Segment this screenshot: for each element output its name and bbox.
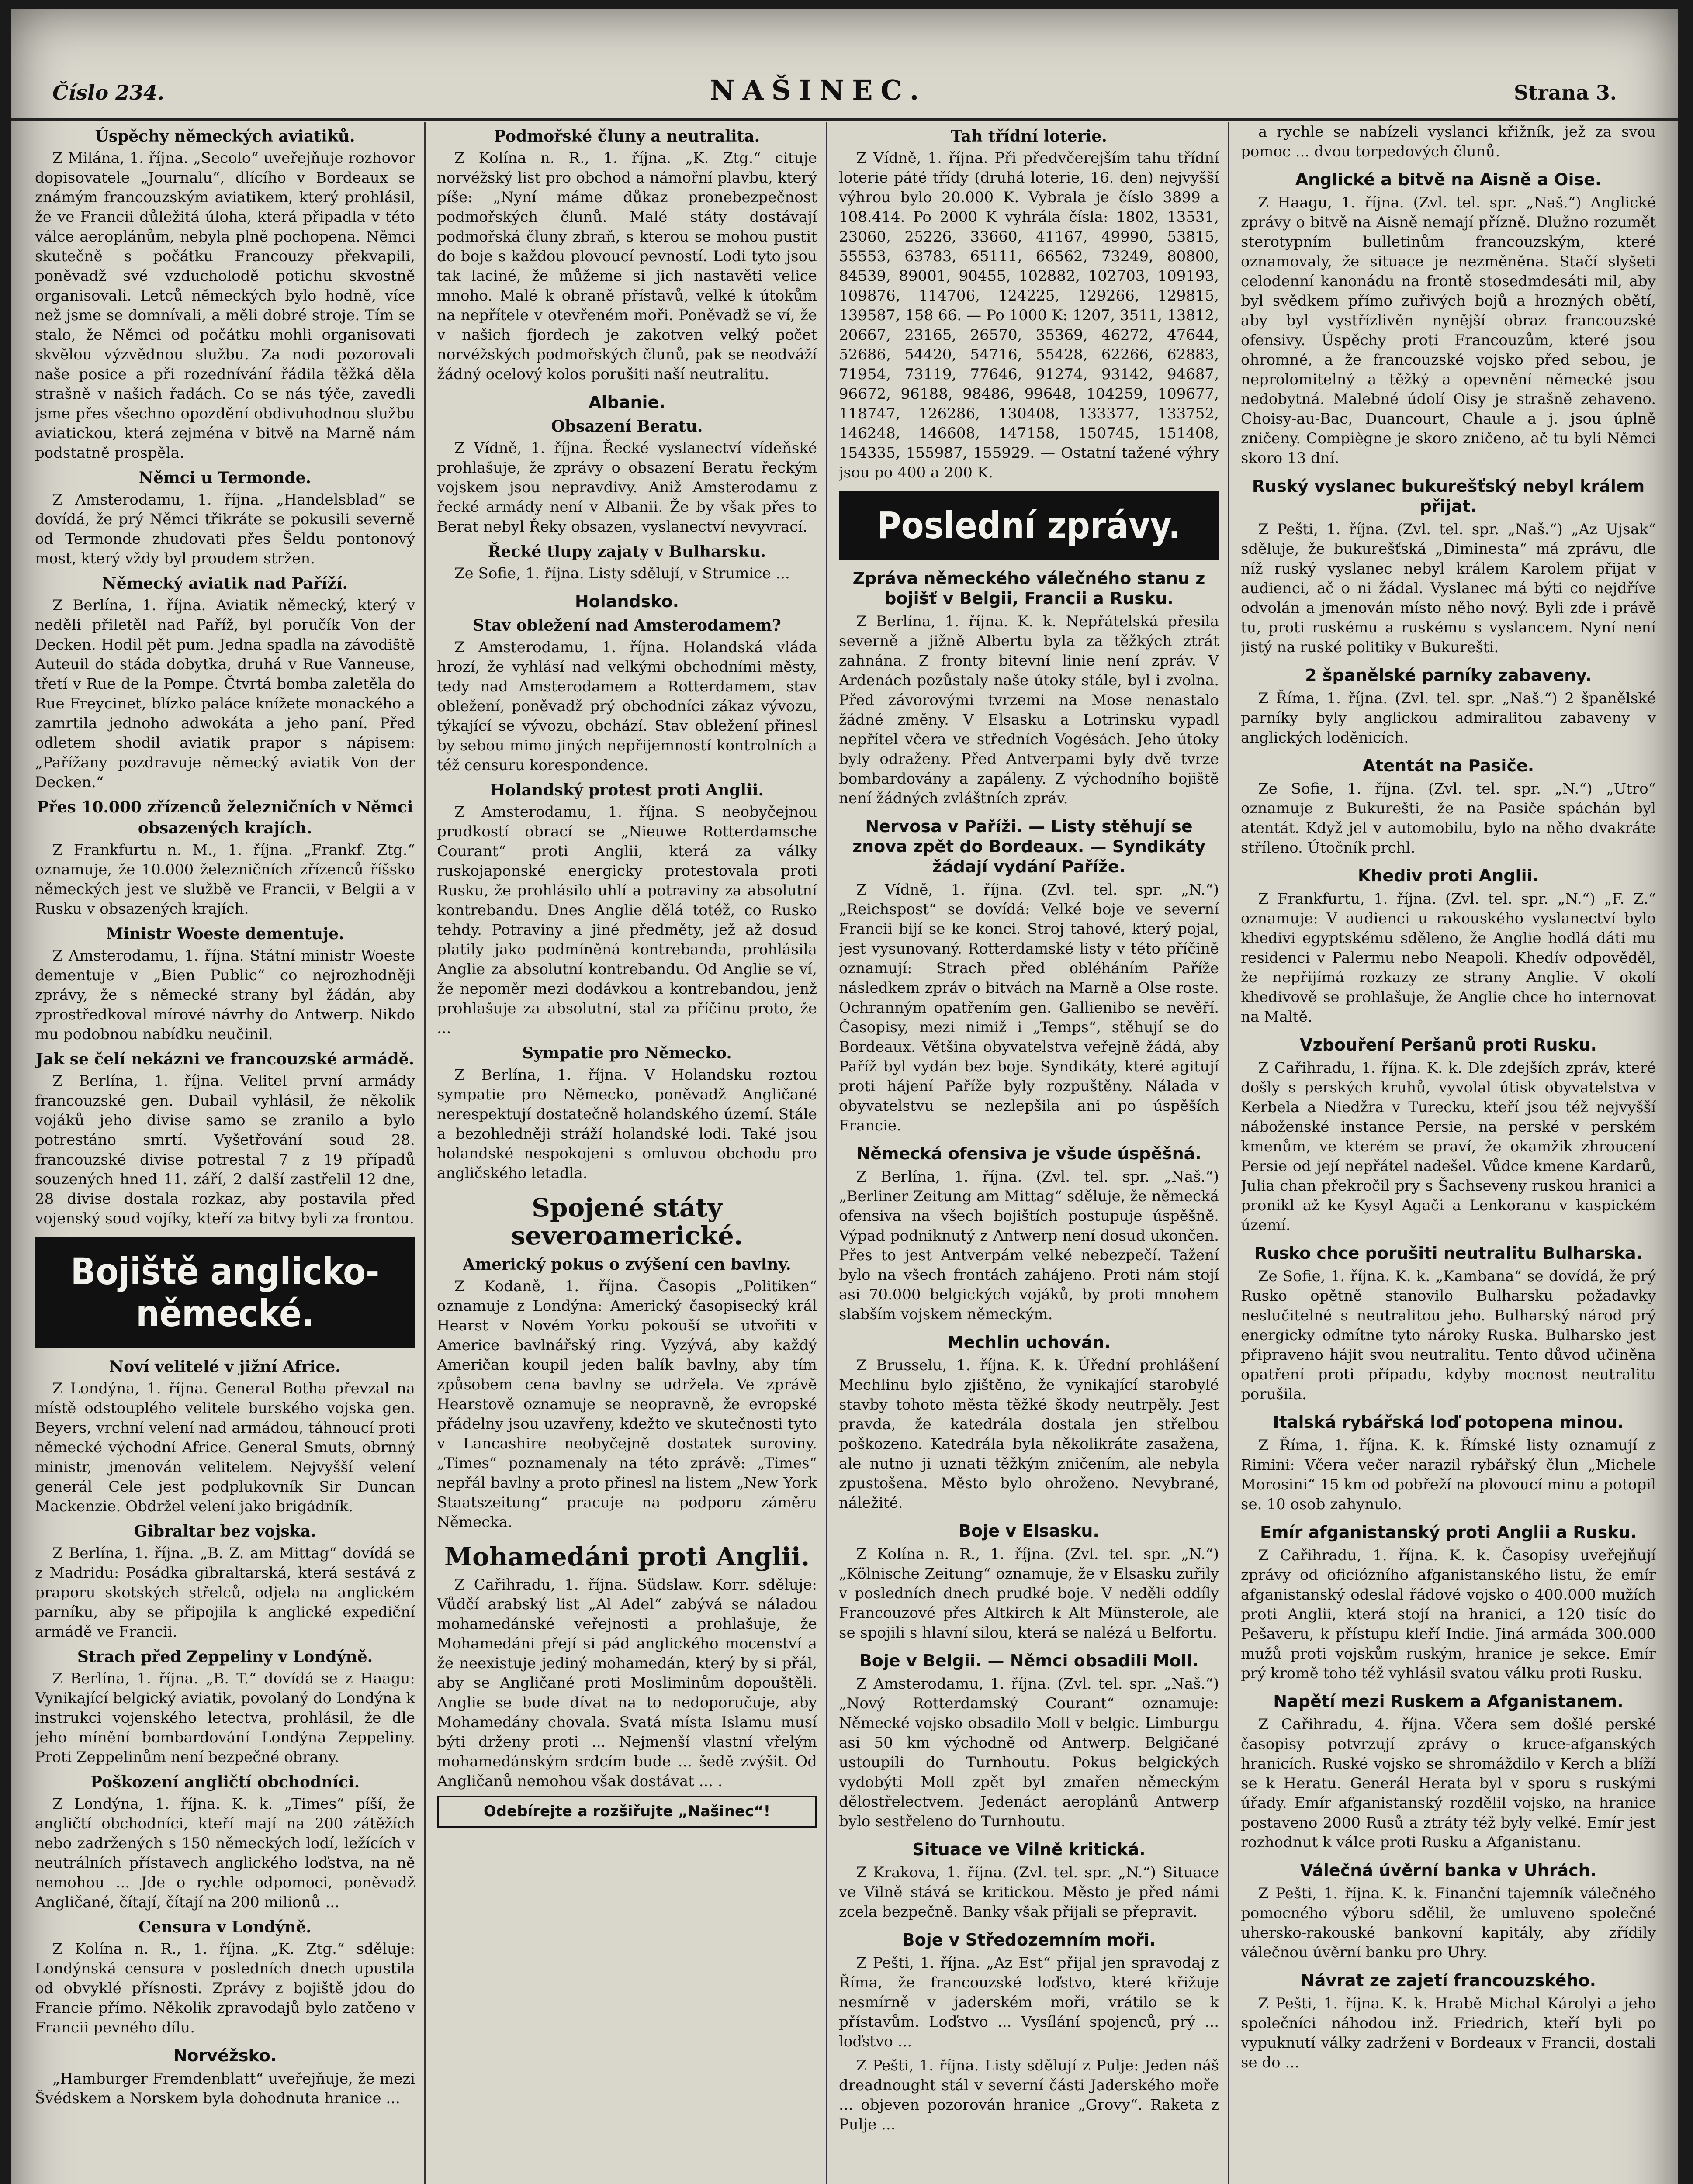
news-headline: Zpráva německého válečného stanu z bojišť v Belgii, Francii a Rusku. bbox=[852, 569, 1205, 608]
article-text: Ze Sofie, 1. října. Listy sdělují, v Strumice ... bbox=[454, 565, 790, 582]
column-4 bbox=[1241, 122, 1656, 2184]
news-headline: Atentát na Pasiče. bbox=[1362, 756, 1534, 775]
news-headline: Napětí mezi Ruskem a Afganistanem. bbox=[1273, 1692, 1624, 1711]
news-headline: Italská rybářská loď potopena minou. bbox=[1273, 1413, 1624, 1432]
article-text: Z Pešti, 1. října. K. k. Hrabě Michal Károlyi a jeho společníci náhodou inž. Friedrich, kteří byli po vypuknutí války zadrženi v Bordeaux v Francii, dostali se do ... bbox=[1241, 1995, 1656, 2071]
article-headline: Přes 10.000 zřízenců železničních v Němci obsazených krajích. bbox=[37, 798, 413, 837]
news-headline: 2 španělské parníky zabaveny. bbox=[1305, 666, 1592, 685]
article-text: Z Kolína n. R., 1. října. (Zvl. tel. spr. „N.“) „Kölnische Zeitung“ oznamuje, že v Elsasku zuřily v posledních dnech prudké boje. V neděli oddíly Francouzové přes Altkirch k Alt Münsterole, ale se spojili s hlavní silou, která se nalézá u Belfortu. bbox=[839, 1545, 1219, 1641]
article-headline: Ministr Woeste dementuje. bbox=[106, 925, 344, 943]
news-headline: Návrat ze zajetí francouzského. bbox=[1300, 1971, 1596, 1990]
article-headline: Americký pokus o zvýšení cen bavlny. bbox=[463, 1255, 791, 1274]
article-text: Z Frankfurtu, 1. října. (Zvl. tel. spr. „N.“) „F. Z.“ oznamuje: V audienci u rakouského vyslanectví bylo khedivi egyptskému sděleno, že Anglie hodlá dáti mu residenci v Palermu nebo Neapoli. Khedív odpověděl, že nepřijímá rozkazy ze strany Anglie. V okolí khedivově se prohlašuje, že Anglie chce ho internovat na Maltě. bbox=[1241, 890, 1656, 1026]
article-text: Z Londýna, 1. října. K. k. „Times“ píší, že angličtí obchodníci, kteří mají na 200 zátěžích nebo zadržených s 150 německých lodí, ležících v neutrálních přístavech anglického loďstva, na ně nemohou ... Jde o rychle odpomoci, poněvadž Angličané, čítají, čítají na 200 milionů ... bbox=[35, 1795, 415, 1911]
news-headline: Boje v Elsasku. bbox=[959, 1521, 1099, 1541]
article-text: Ze Sofie, 1. října. (Zvl. tel. spr. „N.“) „Utro“ oznamuje z Bukurešti, že na Pasiče spáchán byl atentát. Když jel v automobilu, bylo na něho dvakráte stříleno. Útočník prchl. bbox=[1241, 780, 1656, 857]
article-text: Z Cařihradu, 4. října. Včera sem došlé perské časopisy potvrzují zprávy o kruce-afganských hranicích. Ruské vojsko se shromáždilo v Kerch a blíží se k Heratu. Generál Herata byl v sporu s ruskými úřady. Emír afganistanský rozdělil vojsko, na hranice postaveno 2000 Rusů a ztráty též byly velké. Emír jest rozhodnut k válce proti Rusku a Afganistanu. bbox=[1241, 1716, 1656, 1851]
column-2 bbox=[437, 122, 817, 2184]
article-text: Z Vídně, 1. října. Řecké vyslanectví vídeňské prohlašuje, že zprávy o obsazení Beratu řeckým vojskem jsou nepravdivy. Aniž Amsterodamu z řecké armády není v Albanii. Že by však přes to Berat nebyl Řeky obsazen, vyslanectví nevyvrací. bbox=[437, 439, 817, 536]
news-headline: Albanie. bbox=[589, 393, 665, 412]
article-headline: Stav obležení nad Amsterodamem? bbox=[473, 616, 781, 635]
news-headline: Vzbouření Peršanů proti Rusku. bbox=[1300, 1035, 1597, 1054]
article-headline: Sympatie pro Německo. bbox=[522, 1044, 732, 1062]
article-headline: Tah třídní loterie. bbox=[951, 127, 1107, 145]
article-headline: Holandský protest proti Anglii. bbox=[490, 781, 764, 799]
article-headline: Strach před Zeppeliny v Londýně. bbox=[77, 1648, 373, 1666]
article-headline: Noví velitelé v jižní Africe. bbox=[109, 1358, 341, 1376]
article-text: Z Haagu, 1. října. (Zvl. tel. spr. „Naš.“) Anglické zprávy o bitvě na Aisně nemají přízně. Dlužno rozumět sterotypním bulletinům francouzským, které oznamovaly, že situace je nezměněna. Stačí slyšeti celodenní kanonádu na frontě stosedmdesáti mil, aby byl svědkem přímo zuřivých bojů a hrozných obětí, aby byl vystřízlivěn nynější obraz francouzské ofensivy. Úspěchy proti Francouzům, které jsou ohromné, a že francouzské vojsko před sebou, je neprolomitelný a těžký a opevnění německé jsou nedobytná. Malebné údolí Oisy je strašně zehaveno. Choisy-au-Bac, Duancourt, Chaule a j. jsou úplně zničeny. Compiègne je skoro zničeno, ač tu byli Němci skoro 13 dní. bbox=[1241, 194, 1656, 467]
article-text: Z Berlína, 1. října. „B. Z. am Mittag“ dovídá se z Madridu: Posádka gibraltarská, která sestává z praporu skotských střelců, odjela na anglickém parníku, aby se připojila k anglické expediční armádě ve Francii. bbox=[35, 1545, 415, 1641]
column-rule bbox=[1228, 122, 1229, 2184]
article-text: Z Amsterodamu, 1. října. (Zvl. tel. spr. „Naš.“) „Nový Rotterdamský Courant“ oznamuje: Německé vojsko obsadilo Moll v belgic. Limburgu asi 50 km východně od Antwerp. Belgičané ustoupili do Turnhoutu. Pokus belgických vydobýti Moll zpět byl zmařen německým dělostřelectvem. Jedenáct aeroplánů Antwerp bylo sestřeleno do Turnhoutu. bbox=[839, 1675, 1219, 1830]
section-banner: Poslední zprávy. bbox=[839, 491, 1219, 560]
article-headline: Řecké tlupy zajaty v Bulharsku. bbox=[488, 543, 766, 561]
article-text: Z Vídně, 1. října. (Zvl. tel. spr. „N.“) „Reichspost“ se dovídá: Velké boje ve severní Francii bijí se ke konci. Stroj tahové, který pojal, jest vysunovaný. Rotterdamské listy v této příčině oznamují: Strach před obléháním Paříže následkem zpráv o bitvách na Marně a Olse roste. Ochranným opatřením gen. Gallienibo se nevěří. Časopisy, mezi nimiž i „Temps“, stěhují se do Bordeaux. Většina obyvatelstva veřejně žádá, aby Paříž byl vydán bez boje. Syndikáty, které agitují proti hájení Paříže byly rozpuštěny. Nálada v obyvatelstvu se nezlepšila ani po úspěších Francie. bbox=[839, 881, 1219, 1134]
news-headline: Situace ve Vilně kritická. bbox=[912, 1840, 1146, 1859]
news-headline: Norvéžsko. bbox=[173, 2046, 277, 2065]
section-heading: Spojené státy severoamerické. bbox=[511, 1193, 743, 1251]
article-headline: Podmořské čluny a neutralita. bbox=[494, 127, 760, 145]
article-text: Z Pešti, 1. října. (Zvl. tel. spr. „Naš.“) „Az Ujsak“ sděluje, že bukurešťská „Diminesta“ má zprávu, dle níž ruský vyslanec nebyl králem Karolem přijat v audienci, ač o ni žádal. Vyslanec má býti co nejdříve odvolán a jmenován místo něho nový. Byli zde i právě tu, proti ruskému a ruskému s vyslancem. Nyní není jistý na ruské politiky v Bukurešti. bbox=[1241, 521, 1656, 656]
news-headline: Ruský vyslanec bukurešťský nebyl králem přijat. bbox=[1252, 477, 1645, 516]
article-text: a rychle se nabízeli vyslanci křižník, jež za svou pomoc ... dvou torpedových člunů. bbox=[1241, 123, 1656, 160]
article-text: Z Londýna, 1. října. General Botha převzal na místě odstouplého velitele burského vojska gen. Beyers, vrchní velení nad armádou, táhnoucí proti německé východní Africe. General Smuts, obrnný ministr, jmenován velitelem. Nejvyšší velení generál Cele jest podplukovník Sir Duncan Mackenzie. Obdržel velení jako brigádník. bbox=[35, 1380, 415, 1515]
section-heading: Mohamedáni proti Anglii. bbox=[444, 1542, 810, 1572]
article-text: Z Amsterodamu, 1. října. Holandská vláda hrozí, že vyhlásí nad velkými obchodními městy, tedy nad Amsterodamem a Rotterdamem, stav obležení, poněvadž prý obchodníci zákaz vývozu, týkající se vývozu, obchází. Stav obležení přinesl by sebou mimo jiných nepřijemností kontrolních a též censuru korespondence. bbox=[437, 639, 817, 774]
article-headline: Německý aviatik nad Paříží. bbox=[102, 574, 348, 593]
news-headline: Válečná úvěrní banka v Uhrách. bbox=[1300, 1861, 1597, 1880]
article-text: Z Krakova, 1. října. (Zvl. tel. spr. „N.“) Situace ve Vilně stává se kritickou. Město je před námi zcela bezpečně. Banky však přijali se přepravit. bbox=[839, 1864, 1219, 1921]
article-text: Z Amsterodamu, 1. října. Státní ministr Woeste dementuje v „Bien Public“ co nejrozhodněji zprávy, že s německé strany byl žádán, aby zprostředkoval mírové návrhy do Antwerp. Nikdo mu podobnou nabídku neučinil. bbox=[35, 947, 415, 1043]
article-text: Z Frankfurtu n. M., 1. října. „Frankf. Ztg.“ oznamuje, že 10.000 železničních zřízenců říšsko německých jest ve službě ve Francii, v Belgii a v Rusku v obsazených krajích. bbox=[35, 841, 415, 918]
article-headline: Němci u Termonde. bbox=[138, 469, 312, 487]
article-text: Z Amsterodamu, 1. října. S neobyčejnou prudkostí obrací se „Nieuwe Rotterdamsche Courant“ proti Anglii, která za války ruskojaponské energicky protestovala proti Rusku, že prohlásilo uhlí a potraviny za absolutní kontrebandu. Dnes Anglie dělá totéž, co Rusko tehdy. Potraviny a jiné předměty, jež až dosud platily jako podmíněná kontrebanda, prohlásila Anglie za absolutní kontrebandu. Od Anglie se ví, že nepoměr mezi dodávkou a kontrebandou, jenž prohlašuje za absolutní, stal za příčinu proto, že ... bbox=[437, 803, 817, 1037]
article-headline: Úspěchy německých aviatiků. bbox=[95, 127, 355, 145]
article-text: Z Říma, 1. října. K. k. Římské listy oznamují z Rimini: Včera večer narazil rybářský člun „Michele Morosini“ 15 km od pobřeží na plovoucí minu a potopil se. 10 osob zahynulo. bbox=[1241, 1437, 1656, 1513]
column-3 bbox=[839, 122, 1219, 2184]
news-headline: Nervosa v Paříži. — Listy stěhují se znova zpět do Bordeaux. — Syndikáty žádají vydání Paříže. bbox=[852, 817, 1206, 876]
article-text: Ze Sofie, 1. října. K. k. „Kambana“ se dovídá, že prý Rusko opětně stanovilo Bulharsku požadavky neslučitelné s neutralitou jeho. Bulharský národ prý energicky odmítne tyto nároky Ruska. Bulharsko jest připraveno hájit svou neutralitu. Tento důvod učiněna opatření proti případu, kdyby mocnost neutralitu porušila. bbox=[1241, 1268, 1656, 1403]
page-number: Strana 3. bbox=[1514, 81, 1617, 104]
article-text: Z Kolína n. R., 1. října. „K. Ztg.“ sděluje: Londýnská censura v posledních dnech upustila od obvyklé přísnosti. Zprávy z bojiště jdou do Francie přímo. Několik zpravodajů bylo zatčeno v Francii pevného dílu. bbox=[35, 1940, 415, 2036]
column-rule bbox=[424, 122, 426, 2184]
newspaper-page bbox=[11, 9, 1678, 2184]
article-text: Z Brusselu, 1. října. K. k. Úřední prohlášení Mechlinu bylo zjištěno, že vynikající starobylé stavby tohoto města těžké škody neutrpěly. Jest pravda, že katedrála dostala jen střelbou poškozeno. Katedrála byla několikráte zasažena, ale nutno ji uznati těžkým zničením, ale nebyla zpustošena. Město bylo ohroženo. Nevybrané, náležité. bbox=[839, 1357, 1219, 1512]
article-text: Z Vídně, 1. října. Při předvčerejším tahu třídní loterie páté třídy (druhá loterie, 16. den) nejvyšší výhrou bylo 20.000 K. Vybrala je číslo 3899 a 108.414. Po 2000 K vyhrála čísla: 1802, 13531, 23060, 25226, 33660, 41167, 49990, 53815, 55553, 63783, 65111, 66562, 73249, 80800, 84539, 89001, 90455, 102882, 102703, 109193, 109876, 114706, 124225, 129266, 129815, 139587, 158 66. — Po 1000 K: 1207, 3511, 13812, 20667, 23165, 26570, 35369, 46272, 47644, 52686, 54420, 54716, 55428, 62266, 62883, 71954, 73119, 77646, 91274, 93142, 94687, 96672, 96188, 98486, 99648, 104259, 109677, 118747, 126286, 130408, 133377, 133752, 146248, 146608, 147158, 150745, 151408, 154335, 155987, 155929. — Ostatní tažené výhry jsou po 400 a 200 K. bbox=[839, 149, 1219, 481]
article-text: Z Kolína n. R., 1. října. „K. Ztg.“ cituje norvéžský list pro obchod a námořní plavbu, který píše: „Nyní máme důkaz pronebezpečnost podmořských člunů. Malé státy dostávají podmořská čluny zbraň, s kterou se mohou pustit do boje s každou plovoucí pevností. Lodi tyto jsou tak laciné, že můžeme si jich nastavěti velice mnoho. Malé k obraně přístavů, velké k útokům na nepřítele v otevřeném moři. Poněvadž se ví, že v našich fjordech je zakotven velký počet norvéžských podmořských člunů, pak se neodváží žádný ocelový kolos porušiti naší neutralitu. bbox=[437, 149, 817, 383]
subscription-ad: Odebírejte a rozšiřujte „Našinec“! bbox=[437, 1796, 817, 1828]
column-rule bbox=[826, 122, 827, 2184]
article-text: Z Cařihradu, 1. října. Südslaw. Korr. sděluje: Vůdčí arabský list „Al Adel“ zabývá se náladou mohamedánské veřejnosti a prohlašuje, že Mohamedáni přejí si pád anglického mocenství a že neexistuje jediný mohamedán, který by si přál, aby se Angličané proti Mosliminům dopouštěli. Anglie se bude dívat na to nedoporučuje, aby Mohamedány chovala. Svatá místa Islamu musí býti drženy proti ... Nejmenší vlastní vřelým mohamedánským srdcím bude ... šedě zvýšit. Od Angličanů nemohou však dostávat ... . bbox=[437, 1576, 817, 1790]
article-text: Z Berlína, 1. října. Aviatik německý, který v neděli přiletěl nad Paříž, byl poručík Von der Decken. Hodil pět pum. Jedna spadla na závodiště Auteuil do stáda dobytka, druhá v Rue Vanneuse, třetí v Rue de la Pompe. Čtvrtá bomba zaletěla do Rue Freycinet, blízko paláce knížete monackého a zamrtila jednoho adwokáta a jeho paní. Před odletem shodil aviatik prapor s nápisem: „Pařížany pozdravuje německý aviatik Von der Decken.“ bbox=[35, 597, 415, 791]
news-headline: Holandsko. bbox=[575, 592, 679, 611]
article-text: Z Berlína, 1. října. Velitel první armády francouzské gen. Dubail vyhlásil, že několik vojáků jeho divise samo se zranilo a bylo potrestáno smrtí. Vyšetřování soud 28. francouzské divise potrestal 7 z 19 případů souzených hned 11. září, 2 další zastřelil 12 dne, 28 divise dostala rozkaz, aby postavila před vojenský soud vojíky, kteří za bitvy byli za frontou. bbox=[35, 1072, 415, 1227]
article-text: Z Pešti, 1. října. K. k. Finanční tajemník válečného pomocného výboru sdělil, že umluveno společné uhersko-rakouské bankovní kapitály, aby zřídily válečnou úvěrní banku pro Uhry. bbox=[1241, 1885, 1656, 1961]
newspaper-title: NAŠINEC. bbox=[710, 74, 927, 106]
article-text: Z Berlína, 1. října. K. k. Nepřátelská přesila severně a jižně Albertu byla za těžkých ztrát zahnána. Z fronty bitevní linie není zpráv. V Ardenách pozůstaly naše útoky stále, byl i zvolna. Před závorovými tvrzemi na Mose nenastalo žádné změny. V Elsasku a Lotrinsku vypadl nepřítel včera ve středních Vogésách. Jeho útoky byly odraženy. Před Antverpami byly dvě tvrze bombardovány a zapáleny. Z východního bojiště není žádných zvláštních zpráv. bbox=[839, 613, 1219, 807]
article-headline: Censura v Londýně. bbox=[138, 1918, 312, 1936]
article-headline: Gibraltar bez vojska. bbox=[134, 1522, 316, 1541]
article-text: Z Amsterodamu, 1. října. „Handelsblad“ se dovídá, že prý Němci třikráte se pokusili severně od Termonde zhudovati přes Šeldu pontonový most, který vždy byl proudem stržen. bbox=[35, 491, 415, 567]
news-headline: Anglické a bitvě na Aisně a Oise. bbox=[1295, 170, 1602, 189]
article-text: Z Milána, 1. října. „Secolo“ uveřejňuje rozhovor dopisovatele „Journalu“, dlícího v Bordeaux se známým francouzským aviatikem, který prohlásil, že ve Francii důležitá úloha, která připadla v této válce aeroplánům, nebyla plně pochopena. Němci skutečně s počátku Francouzy překvapili, poněvadž své vzducholodě potichu skvostně organisovali. Letců německých bylo hodně, více než jsme se domnívali, a měli dobré stroje. Tím se stalo, že Němci od počátku mohli organisovati skvělou výzvědnou službu. Za nodi pozorovali naše posice a při rozednívání řádila těžká děla strašně v našich řadách. Co se nás týče, zavedli jsme přes všechno opozdění obdivuhodnou službu aviatickou, která zejména v bitvě na Marně nám podstatně prospěla. bbox=[35, 149, 415, 462]
article-text: Z Pešti, 1. října. „Az Est“ přijal jen spravodaj z Říma, že francouzské loďstvo, které křižuje nesmírně v jaderském moři, vrátilo se k přístavům. Loďstvo ... Vysílání spojenců, prý ... loďstvo ... bbox=[839, 1954, 1219, 2050]
article-text: Z Berlína, 1. října. „B. T.“ dovídá se z Haagu: Vynikající belgický aviatik, povolaný do Londýna k instrukci vojenského letectva, prohlásil, že dle jeho mínění bombardování Londýna Zeppeliny. Proti Zeppelinům není bezpečné obrany. bbox=[35, 1670, 415, 1766]
news-headline: Mechlin uchován. bbox=[947, 1333, 1111, 1352]
article-text: Z Cařihradu, 1. října. K. k. Časopisy uveřejňují zprávy od oficiózního afganistanského listu, že emír afganistanský odeslal řádové vojsko o 400.000 mužích proti Anglii, která stojí na hranici, a 120 tisíc do Pešaveru, k přístupu kleří Indie. Jiná armáda 300.000 mužů proti vojskům ruským, hranice je sekce. Emír prý kromě toho též vyhlásil svatou válku proti Rusku. bbox=[1241, 1547, 1656, 1682]
article-text: „Hamburger Fremdenblatt“ uveřejňuje, že mezi Švédskem a Norskem byla dohodnuta hranice ... bbox=[35, 2070, 415, 2107]
news-headline: Khediv proti Anglii. bbox=[1357, 866, 1539, 885]
column-1 bbox=[35, 122, 415, 2184]
news-headline: Německá ofensiva je všude úspěšná. bbox=[856, 1144, 1201, 1163]
section-banner: Bojiště anglicko-německé. bbox=[35, 1237, 415, 1348]
issue-number: Číslo 234. bbox=[52, 81, 165, 104]
article-text: Z Pešti, 1. října. Listy sdělují z Pulje: Jeden náš dreadnought stál v severní části Jaderského moře ... objeven pozorován hranice „Grovy“. Raketa z Pulje ... bbox=[839, 2057, 1219, 2133]
news-headline: Emír afganistanský proti Anglii a Rusku. bbox=[1260, 1523, 1637, 1542]
masthead bbox=[11, 9, 1678, 121]
article-text: Z Berlína, 1. října. V Holandsku roztou sympatie pro Německo, poněvadž Angličané nerespektují dostatečně holandského území. Stále a bezohledněji stráží holandské lodi. Také jsou holandské nespokojeni s omluvou obchodu pro angličského letadla. bbox=[437, 1066, 817, 1182]
article-text: Z Říma, 1. října. (Zvl. tel. spr. „Naš.“) 2 španělské parníky byly anglickou admiralitou zabaveny v anglických loděnicích. bbox=[1241, 690, 1656, 746]
article-headline: Poškození angličtí obchodníci. bbox=[90, 1773, 360, 1791]
article-text: Z Kodaně, 1. října. Časopis „Politiken“ oznamuje z Londýna: Americký časopisecký král Hearst v Novém Yorku pokouší se utvořiti v Americe bavlnářský ring. Vyzývá, aby každý Američan koupil jeden balík bavlny, aby tím způsobem cena bavlny se udržela. Ve zprávě Hearstově oznamuje se neopravně, že evropské přádelny jsou uzavřeny, kdežto ve skutečnosti tyto v Lancashire neobyčejně dostatek suroviny. „Times“ poznamenaly na této zprávě: „Times“ nepřál bavlny a proto přinesl na listem „New York Staatszeitung“ pracuje na podporu záměru Německa. bbox=[437, 1278, 817, 1531]
article-text: Z Cařihradu, 1. října. K. k. Dle zdejších zpráv, které došly s perských kruhů, vyvolal útisk obyvatelstva v Kerbela a Niedžra v Turecku, kteří jsou též nejvyšší náboženské instance Persie, na perské v perském kmenům, ve kterém se praví, že okamžik zhroucení Persie od její nepřátel nadešel. Vůdce kmene Kardarů, Julia chan překročil pry s Šachseveny ruskou hranici a pronikl až ke Kysyl Agači a Lenkoranu v kaspickém území. bbox=[1241, 1059, 1656, 1234]
news-headline: Boje v Středozemním moři. bbox=[902, 1930, 1156, 1949]
article-headline: Obsazení Beratu. bbox=[551, 417, 703, 435]
article-headline: Jak se čelí nekázni ve francouzské armádě. bbox=[35, 1050, 415, 1068]
article-text: Z Berlína, 1. října. (Zvl. tel. spr. „Naš.“) „Berliner Zeitung am Mittag“ sděluje, že německá ofensiva na všech bojištích postupuje úspěšně. Výpad podniknutý z Antwerp není dosud ukončen. Přes to jest Antverpám velké nebezpečí. Tažení bylo na všech frontách zahájeno. Proti nám stojí asi 70.000 belgických vojáků, by proti mnohem slabším vojskem německým. bbox=[839, 1168, 1219, 1323]
news-headline: Boje v Belgii. — Němci obsadili Moll. bbox=[859, 1651, 1199, 1670]
news-headline: Rusko chce porušiti neutralitu Bulharska. bbox=[1254, 1244, 1643, 1263]
